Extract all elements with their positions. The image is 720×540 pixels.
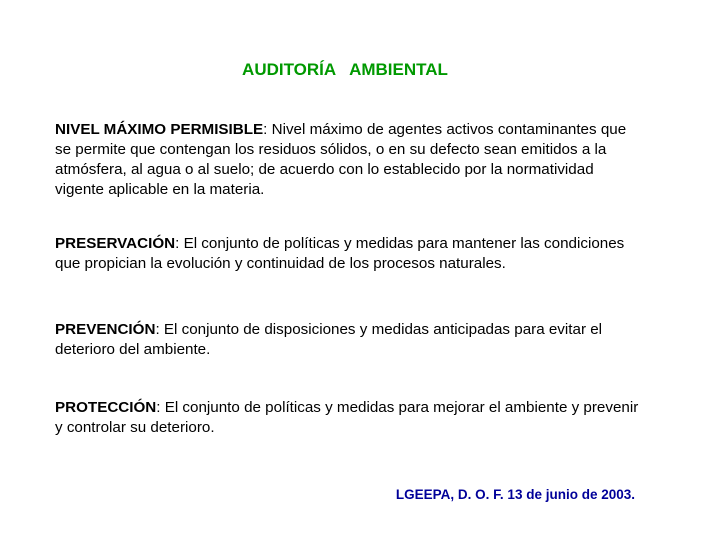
- definition-text: : El conjunto de políticas y medidas para mantener las condiciones que propician la evolución y continuidad de los procesos naturales.: [55, 235, 625, 272]
- definition-text: : El conjunto de disposiciones y medidas anticipadas para evitar el deterioro del ambiente.: [55, 321, 603, 358]
- definition-term: PRESERVACIÓN: [55, 235, 176, 252]
- definition-term: PREVENCIÓN: [55, 321, 156, 338]
- definition-preservacion: [55, 234, 645, 274]
- definition-proteccion: [55, 398, 645, 438]
- definition-nivel-maximo-permisible: [55, 120, 645, 200]
- definition-text: : Nivel máximo de agentes activos contaminantes que se permite que contengan los residuos sólidos, o en su defecto sean emitidos a la atmósfera, al agua o al suelo; de acuerdo con lo establecido por la normatividad vigente aplicable en la materia.: [55, 121, 627, 198]
- definition-text: : El conjunto de políticas y medidas para mejorar el ambiente y prevenir y controlar su deterioro.: [55, 399, 639, 436]
- page-title: AUDITORÍA AMBIENTAL: [242, 60, 448, 79]
- definition-prevencion: [55, 320, 645, 360]
- definition-term: NIVEL MÁXIMO PERMISIBLE: [55, 121, 264, 138]
- definition-term: PROTECCIÓN: [55, 399, 157, 416]
- source-citation: LGEEPA, D. O. F. 13 de junio de 2003.: [395, 487, 635, 502]
